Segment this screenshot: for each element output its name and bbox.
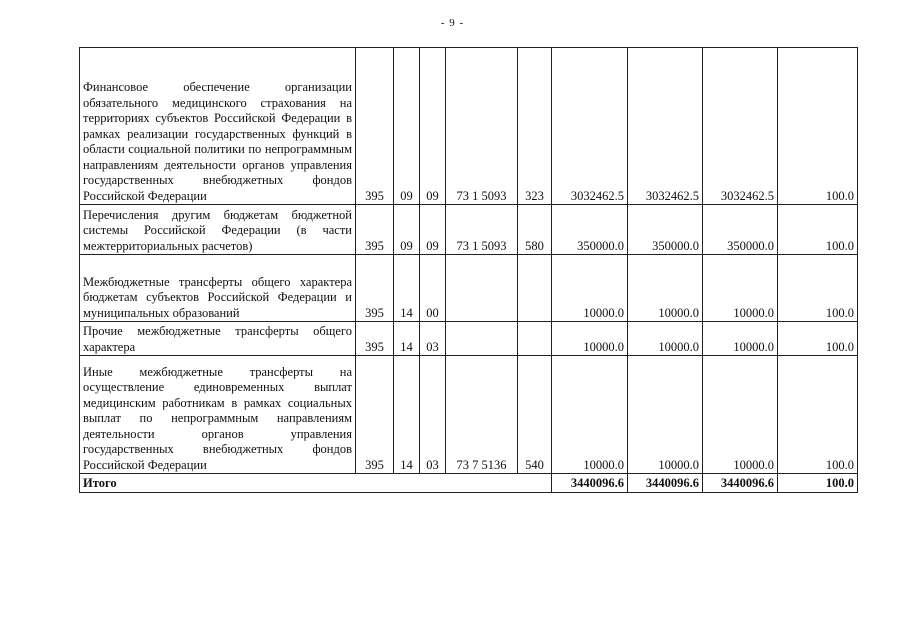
amount-3: 10000.0 (703, 255, 778, 322)
row-name: Прочие межбюджетные трансферты общего характера (80, 322, 356, 356)
page-number: - 9 - (440, 17, 465, 29)
table-row (80, 255, 858, 322)
amount-1: 10000.0 (552, 322, 628, 356)
subsection-code: 03 (420, 356, 446, 474)
total-row (80, 474, 858, 493)
amount-3: 10000.0 (703, 322, 778, 356)
section-code: 14 (394, 356, 420, 474)
total-amount-3: 3440096.6 (703, 474, 778, 493)
amount-2: 350000.0 (628, 205, 703, 255)
amount-2: 3032462.5 (628, 48, 703, 205)
amount-3: 3032462.5 (703, 48, 778, 205)
section-code: 09 (394, 205, 420, 255)
subsection-code: 03 (420, 322, 446, 356)
ved-code: 395 (356, 255, 394, 322)
percent: 100.0 (778, 322, 858, 356)
ved-code: 395 (356, 322, 394, 356)
percent: 100.0 (778, 48, 858, 205)
expense-type-code (518, 322, 552, 356)
subsection-code: 09 (420, 205, 446, 255)
target-article-code (446, 322, 518, 356)
amount-2: 10000.0 (628, 322, 703, 356)
total-amount-1: 3440096.6 (552, 474, 628, 493)
total-amount-2: 3440096.6 (628, 474, 703, 493)
amount-3: 350000.0 (703, 205, 778, 255)
subsection-code: 00 (420, 255, 446, 322)
expense-type-code: 540 (518, 356, 552, 474)
target-article-code: 73 1 5093 (446, 48, 518, 205)
ved-code: 395 (356, 48, 394, 205)
table-row (80, 48, 858, 205)
amount-1: 10000.0 (552, 356, 628, 474)
percent: 100.0 (778, 205, 858, 255)
row-name: Иные межбюджетные трансферты на осуществление единовременных выплат медицинским работникам в рамках социальных выплат по непрограммным направлениям деятельности органов управления государственных внебюджетных фондов Российской Федерации (80, 356, 356, 474)
amount-2: 10000.0 (628, 255, 703, 322)
table-row (80, 356, 858, 474)
amount-3: 10000.0 (703, 356, 778, 474)
table-row (80, 205, 858, 255)
amount-2: 10000.0 (628, 356, 703, 474)
percent: 100.0 (778, 356, 858, 474)
subsection-code: 09 (420, 48, 446, 205)
row-name: Перечисления другим бюджетам бюджетной системы Российской Федерации (в части межтерриториальных расчетов) (80, 205, 356, 255)
amount-1: 3032462.5 (552, 48, 628, 205)
section-code: 14 (394, 322, 420, 356)
total-label: Итого (80, 474, 552, 493)
table-row (80, 322, 858, 356)
section-code: 09 (394, 48, 420, 205)
target-article-code: 73 1 5093 (446, 205, 518, 255)
expense-type-code (518, 255, 552, 322)
budget-table (79, 47, 858, 493)
percent: 100.0 (778, 255, 858, 322)
expense-type-code: 323 (518, 48, 552, 205)
target-article-code: 73 7 5136 (446, 356, 518, 474)
ved-code: 395 (356, 356, 394, 474)
row-name: Финансовое обеспечение организации обязательного медицинского страхования на территориях субъектов Российской Федерации в рамках реализации государственных функций в области социальной политики по непрограммным направлениям деятельности органов управления государственных внебюджетных фондов Российской Федерации (80, 48, 356, 205)
expense-type-code: 580 (518, 205, 552, 255)
row-name: Межбюджетные трансферты общего характера бюджетам субъектов Российской Федерации и муниципальных образований (80, 255, 356, 322)
ved-code: 395 (356, 205, 394, 255)
total-percent: 100.0 (778, 474, 858, 493)
amount-1: 10000.0 (552, 255, 628, 322)
target-article-code (446, 255, 518, 322)
amount-1: 350000.0 (552, 205, 628, 255)
section-code: 14 (394, 255, 420, 322)
